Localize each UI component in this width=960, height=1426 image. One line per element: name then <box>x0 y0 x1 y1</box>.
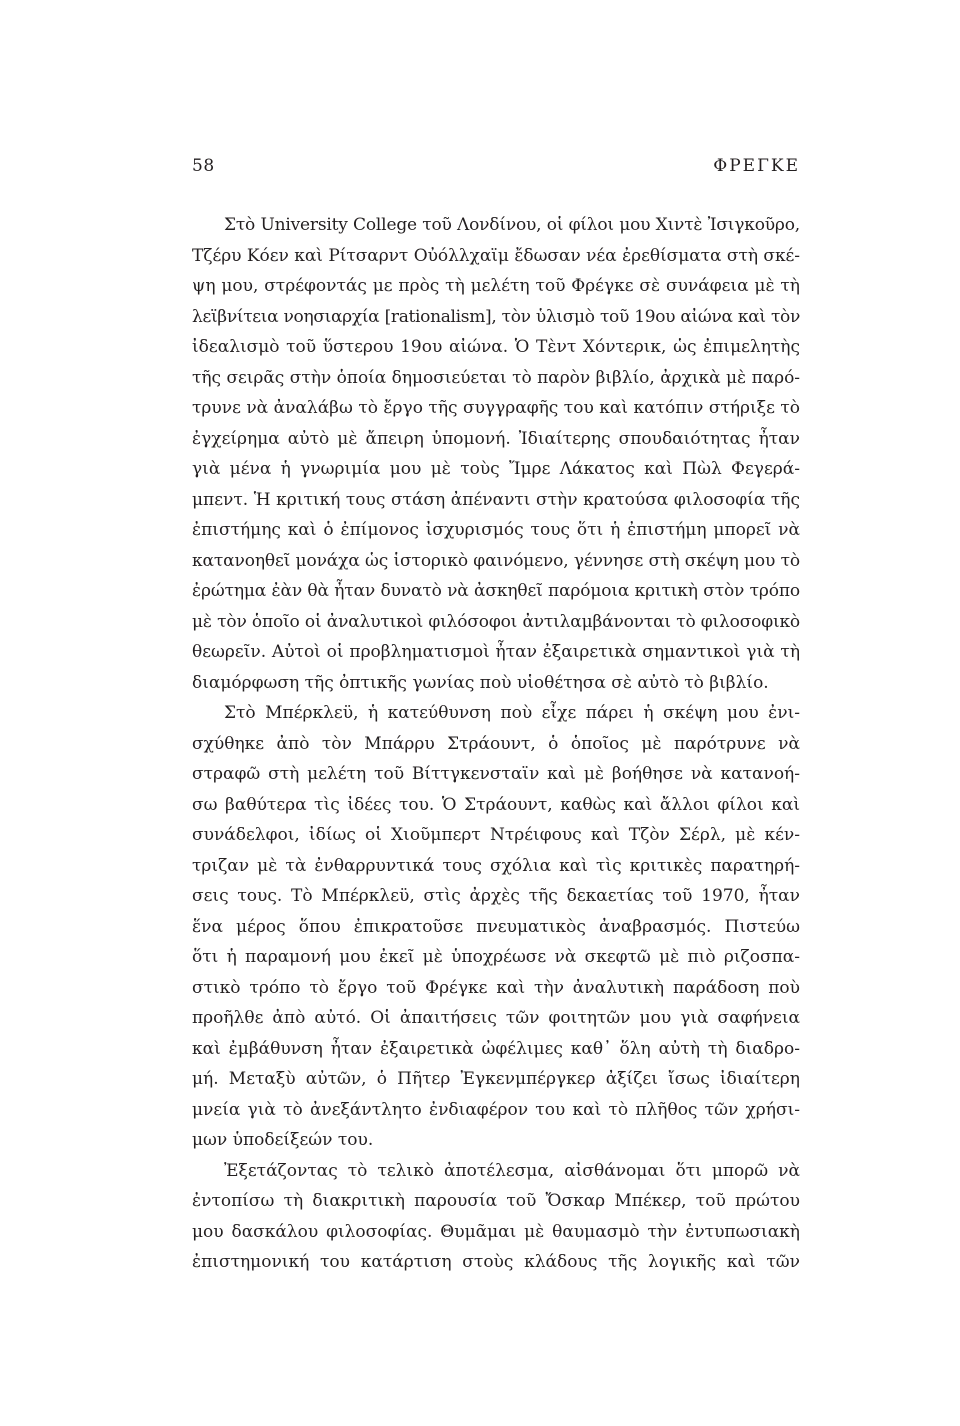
paragraph <box>192 210 800 698</box>
text-line: Στὸ Μπέρκλεϋ, ἡ κατεύθυνση ποὺ εἶχε πάρει ἡ σκέψη μου ἐνι- <box>224 703 800 723</box>
page-number: 58 <box>192 156 215 176</box>
text-line: μή. Μεταξὺ αὐτῶν, ὁ Πῆτερ Ἐγκενμπέργκερ ἀξίζει ἴσως ἰδιαίτερη <box>192 1069 800 1089</box>
running-title: ΦΡΕΓΚΕ <box>713 156 800 176</box>
text-line: διαμόρφωση τῆς ὀπτικῆς γωνίας ποὺ υἱοθέτησα σὲ αὐτὸ τὸ βιβλίο. <box>192 672 769 693</box>
text-line: λεϊβνίτεια νοησιαρχία [rationalism], τὸν ὑλισμὸ τοῦ 19ου αἰώνα καὶ τὸν <box>192 306 800 327</box>
text-line: καὶ ἐμβάθυνση ἦταν ἐξαιρετικὰ ὠφέλιμες καθ᾽ ὅλη αὐτὴ τὴ διαδρο- <box>192 1038 800 1059</box>
text-line: ἰδεαλισμὸ τοῦ ὕστερου 19ου αἰώνα. Ὁ Τὲντ Χόντερικ, ὡς ἐπιμελητὴς <box>192 337 800 357</box>
text-line: Ἐξετάζοντας τὸ τελικὸ ἀποτέλεσμα, αἰσθάνομαι ὅτι μπορῶ νὰ <box>224 1160 800 1181</box>
text-line: τριζαν μὲ τὰ ἐνθαρρυντικά τους σχόλια καὶ τὶς κριτικὲς παρατηρή- <box>192 855 800 876</box>
text-line: συνάδελφοι, ἰδίως οἱ Χιοῦμπερτ Ντρέιφους καὶ Τζὸν Σέρλ, μὲ κέν- <box>192 825 800 845</box>
text-line: προῆλθε ἀπὸ αὐτό. Οἱ ἀπαιτήσεις τῶν φοιτητῶν μου γιὰ σαφήνεια <box>192 1008 800 1028</box>
text-line: σχύθηκε ἀπὸ τὸν Μπάρρυ Στράουντ, ὁ ὁποῖος μὲ παρότρυνε νὰ <box>192 733 800 754</box>
text-line: ψη μου, στρέφοντάς με πρὸς τὴ μελέτη τοῦ Φρέγκε σὲ συνάφεια μὲ τὴ <box>192 276 800 296</box>
text-line: κατανοηθεῖ μονάχα ὡς ἱστορικὸ φαινόμενο, γέννησε στὴ σκέψη μου τὸ <box>192 550 800 571</box>
text-line: τρυνε νὰ ἀναλάβω τὸ ἔργο τῆς συγγραφῆς του καὶ κατόπιν στήριξε τὸ <box>192 398 800 418</box>
text-line: ἐρώτημα ἐὰν θὰ ἦταν δυνατὸ νὰ ἀσκηθεῖ παρόμοια κριτικὴ στὸν τρόπο <box>192 581 800 601</box>
body-text <box>192 210 800 1278</box>
text-line: ἐντοπίσω τὴ διακριτικὴ παρουσία τοῦ Ὄσκαρ Μπέκερ, τοῦ πρώτου <box>192 1191 800 1211</box>
text-line: μνεία γιὰ τὸ ἀνεξάντλητο ἐνδιαφέρον του καὶ τὸ πλῆθος τῶν χρήσι- <box>192 1099 800 1120</box>
text-line: μου δασκάλου φιλοσοφίας. Θυμᾶμαι μὲ θαυμασμὸ τὴν ἐντυπωσιακὴ <box>192 1221 800 1242</box>
text-line: ἐγχείρημα αὐτὸ μὲ ἄπειρη ὑπομονή. Ἰδιαίτερης σπουδαιότητας ἦταν <box>192 428 800 449</box>
text-line: στικὸ τρόπο τὸ ἔργο τοῦ Φρέγκε καὶ τὴν ἀναλυτικὴ παράδοση ποὺ <box>192 977 800 998</box>
text-line: μὲ τὸν ὁποῖο οἱ ἀναλυτικοὶ φιλόσοφοι ἀντιλαμβάνονται τὸ φιλοσοφικὸ <box>192 611 800 632</box>
text-line: ἐπιστημονική του κατάρτιση στοὺς κλάδους τῆς λογικῆς καὶ τῶν <box>192 1252 800 1272</box>
text-line: Τζέρυ Κόεν καὶ Ρίτσαρντ Οὐόλλχαϊμ ἔδωσαν νέα ἐρεθίσματα στὴ σκέ- <box>192 245 800 266</box>
text-line: στραφῶ στὴ μελέτη τοῦ Βίττγκενσταϊν καὶ μὲ βοήθησε νὰ κατανοή- <box>192 764 800 784</box>
paragraph <box>192 698 800 1156</box>
text-line: ἕνα μέρος ὅπου ἐπικρατοῦσε πνευματικὸς ἀναβρασμός. Πιστεύω <box>192 916 800 937</box>
text-line: σω βαθύτερα τὶς ἰδέες του. Ὁ Στράουντ, καθὼς καὶ ἄλλοι φίλοι καὶ <box>192 794 800 815</box>
text-line: τῆς σειρᾶς στὴν ὁποία δημοσιεύεται τὸ παρὸν βιβλίο, ἀρχικὰ μὲ παρό- <box>192 367 800 388</box>
text-line: θεωρεῖν. Αὐτοὶ οἱ προβληματισμοὶ ἦταν ἐξαιρετικὰ σημαντικοὶ γιὰ τὴ <box>192 642 800 662</box>
text-line: μπεντ. Ἡ κριτική τους στάση ἀπέναντι στὴν κρατούσα φιλοσοφία τῆς <box>192 489 800 510</box>
text-line: γιὰ μένα ἡ γνωριμία μου μὲ τοὺς Ἴμρε Λάκατος καὶ Πὼλ Φεγερά- <box>192 459 800 479</box>
text-line: ὅτι ἡ παραμονή μου ἐκεῖ μὲ ὑποχρέωσε νὰ σκεφτῶ μὲ πιὸ ριζοσπα- <box>192 947 800 967</box>
paragraph <box>192 1156 800 1278</box>
text-line: μων ὑποδείξεών του. <box>192 1130 374 1150</box>
page-header <box>192 156 800 188</box>
text-line: ἐπιστήμης καὶ ὁ ἐπίμονος ἰσχυρισμός τους ὅτι ἡ ἐπιστήμη μπορεῖ νὰ <box>192 520 800 540</box>
text-line: σεις τους. Τὸ Μπέρκλεϋ, στὶς ἀρχὲς τῆς δεκαετίας τοῦ 1970, ἦταν <box>192 886 800 906</box>
text-line: Στὸ University College τοῦ Λονδίνου, οἱ φίλοι μου Χιντὲ Ἰσιγκοῦρο, <box>224 215 800 235</box>
